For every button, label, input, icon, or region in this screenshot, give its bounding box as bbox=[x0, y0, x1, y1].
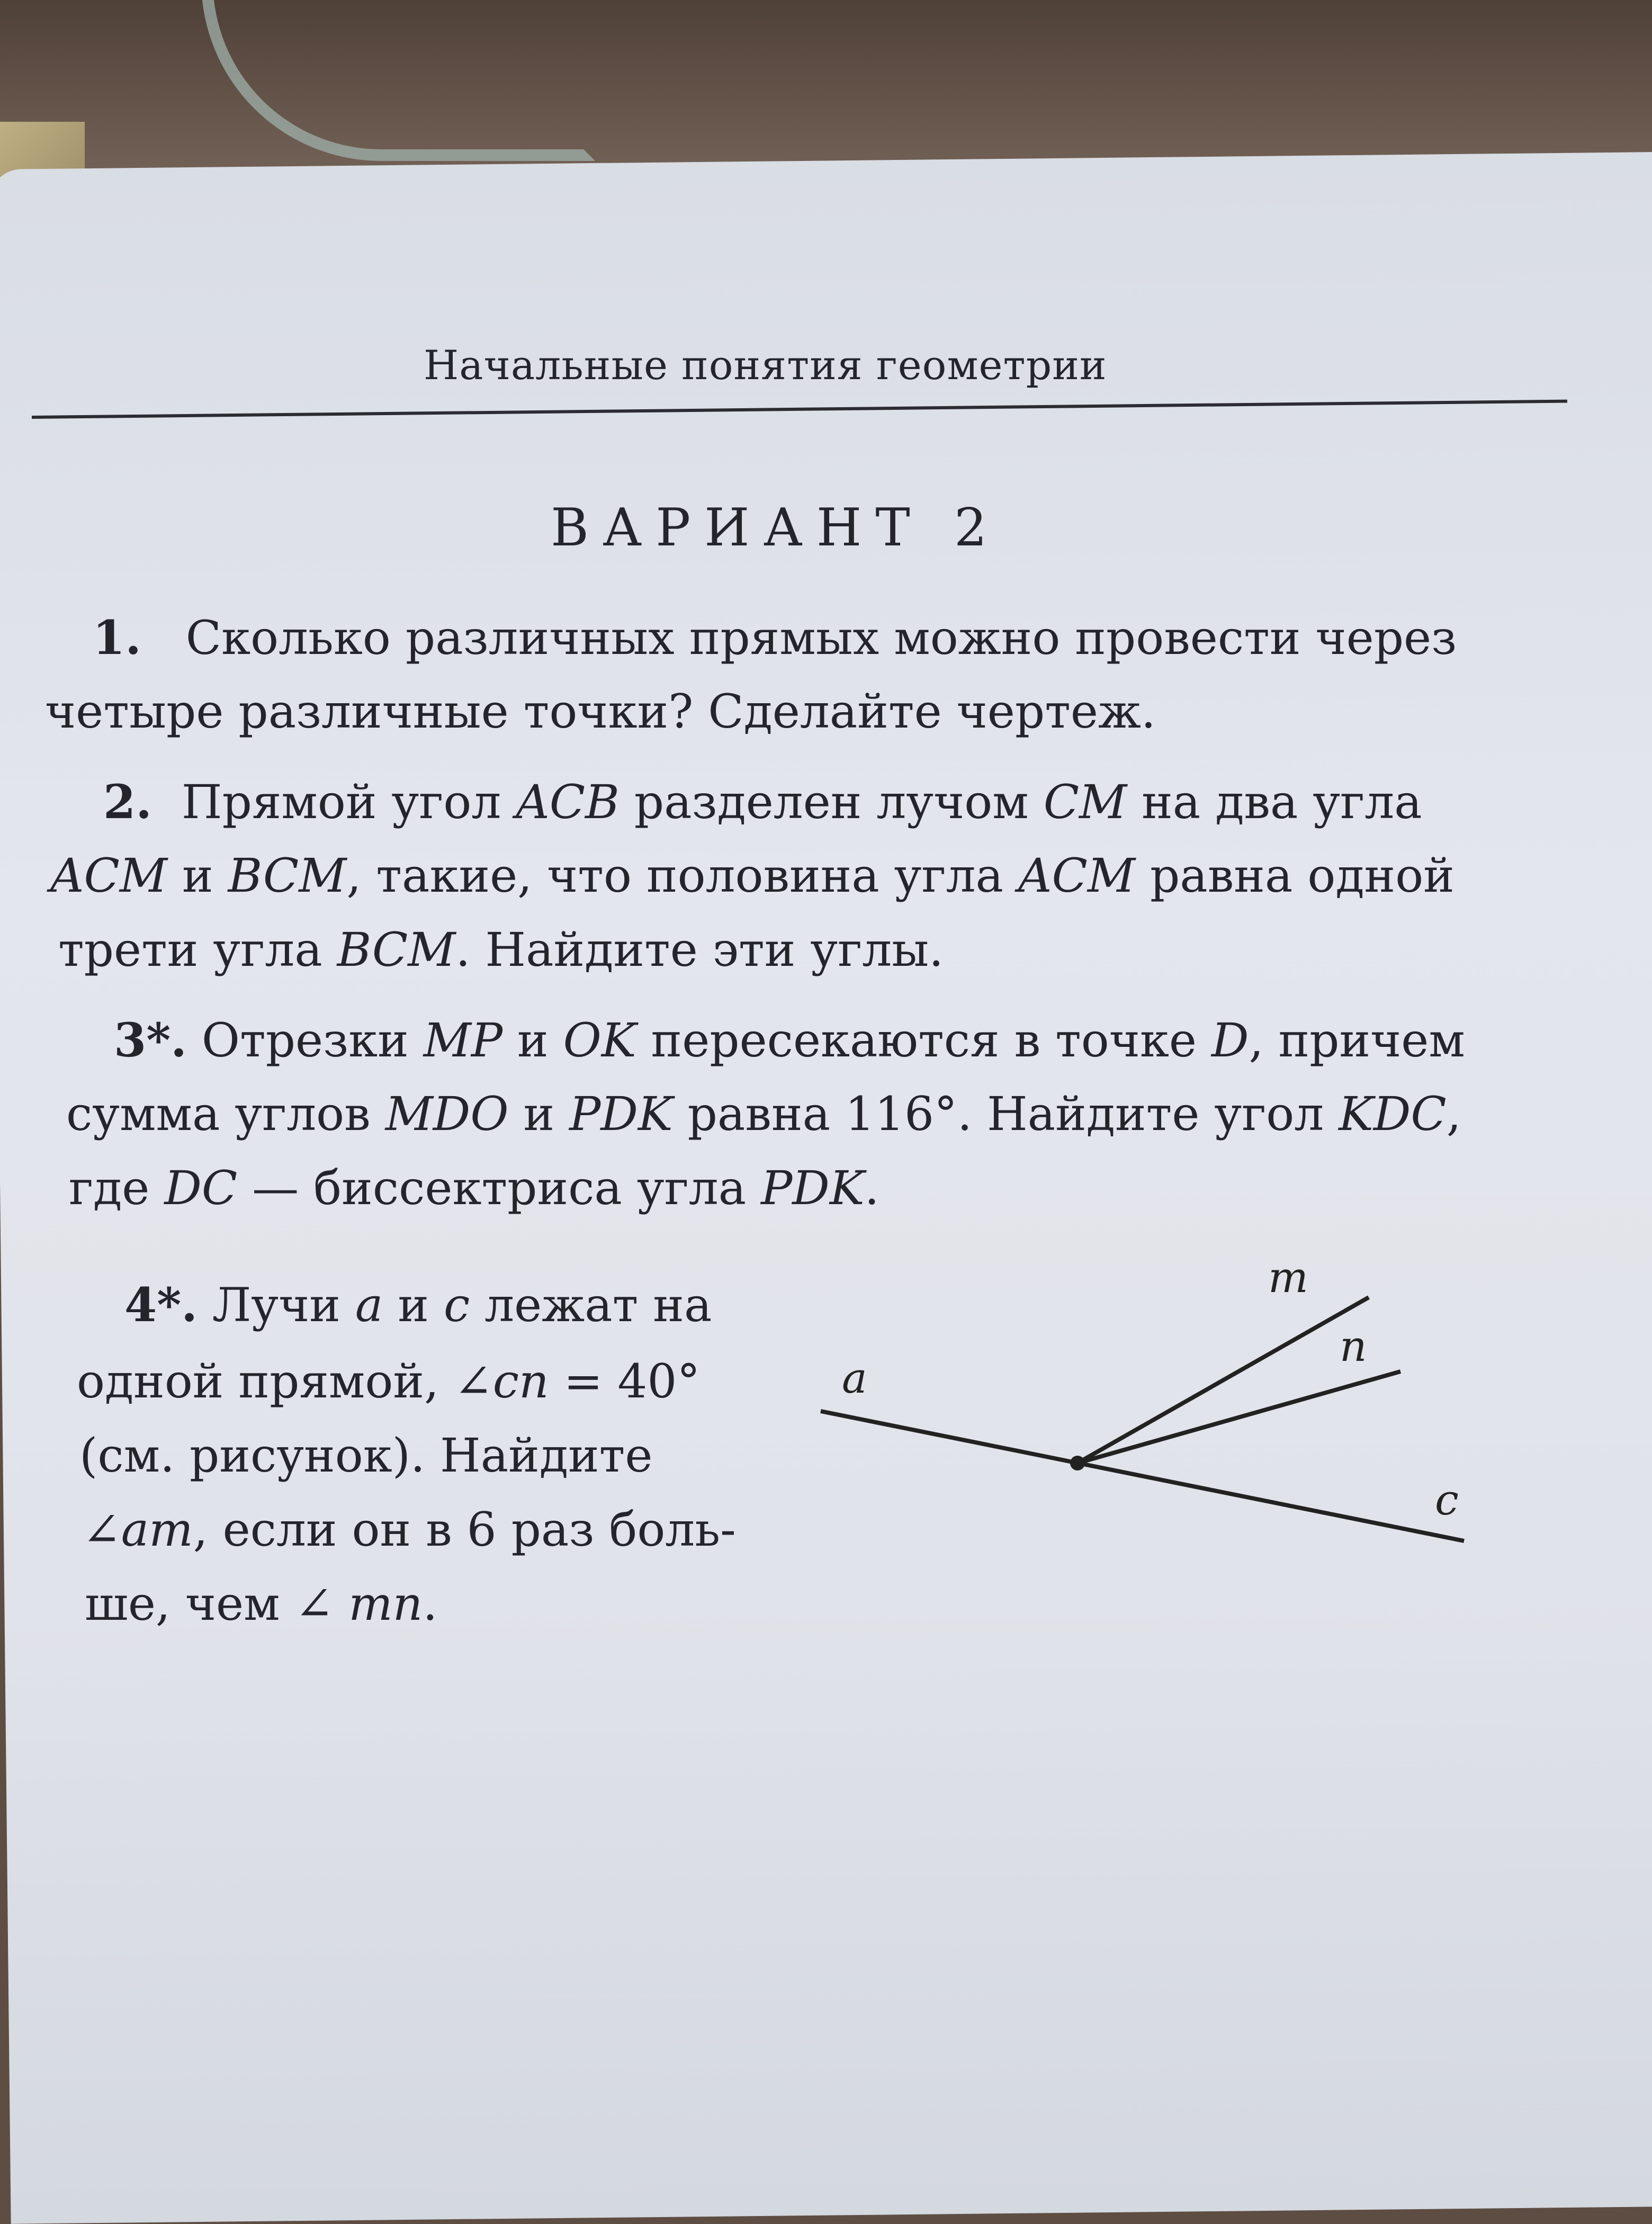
ray-cm: CM bbox=[1043, 775, 1127, 829]
problem-2-line-1 bbox=[103, 774, 1422, 829]
problem-2-line-2 bbox=[50, 848, 1455, 903]
problem-4-line-4 bbox=[82, 1502, 736, 1557]
text: одной прямой, ∠ bbox=[77, 1354, 493, 1409]
text: = 40° bbox=[549, 1354, 701, 1409]
angle-mdo: MDO bbox=[385, 1087, 509, 1141]
text: на два угла bbox=[1127, 775, 1422, 829]
angle-bcm: BCM bbox=[337, 922, 456, 977]
angle-pdk: PDK bbox=[569, 1087, 673, 1141]
label-m: m bbox=[1268, 1260, 1308, 1302]
problem-4-line-3 bbox=[79, 1428, 653, 1483]
text: ∠ bbox=[82, 1502, 121, 1557]
ray-n bbox=[1078, 1371, 1400, 1463]
text: и bbox=[167, 848, 228, 903]
text: Прямой угол bbox=[181, 775, 516, 829]
line-a-c bbox=[821, 1411, 1464, 1541]
problem-1-line-2 bbox=[45, 684, 1156, 739]
problem-3-line-3 bbox=[69, 1161, 879, 1215]
ray-c: c bbox=[443, 1278, 470, 1332]
problem-1-line-1 bbox=[93, 610, 1457, 665]
problem-3-line-1 bbox=[114, 1012, 1465, 1068]
segment-mp: MP bbox=[423, 1013, 503, 1068]
text: где bbox=[69, 1161, 165, 1215]
text: трети угла bbox=[58, 922, 337, 977]
ray-a: a bbox=[355, 1278, 383, 1332]
angle-kdc: KDC bbox=[1339, 1087, 1447, 1141]
text: — биссектриса угла bbox=[237, 1161, 761, 1215]
text: равна 116°. Найдите угол bbox=[672, 1087, 1339, 1141]
text: , причем bbox=[1249, 1013, 1465, 1068]
angle-acm: ACM bbox=[1018, 848, 1135, 903]
rays-figure bbox=[794, 1260, 1536, 1557]
text: равна одной bbox=[1135, 848, 1455, 903]
problem-4-line-2 bbox=[77, 1354, 701, 1409]
problem-1-text-2: четыре различные точки? Сделайте чертеж. bbox=[45, 684, 1156, 739]
label-n: n bbox=[1340, 1322, 1367, 1371]
text: . bbox=[864, 1161, 879, 1215]
angle-acb: ACB bbox=[516, 775, 620, 829]
label-a: a bbox=[842, 1353, 867, 1403]
text: и bbox=[383, 1278, 444, 1332]
header-rule bbox=[32, 400, 1567, 419]
angle-cn: cn bbox=[492, 1354, 549, 1409]
angle-pdk: PDK bbox=[761, 1161, 865, 1215]
text: сумма углов bbox=[66, 1087, 385, 1141]
problem-4-number: 4*. bbox=[124, 1277, 197, 1332]
ray-m bbox=[1078, 1297, 1369, 1463]
problem-3-number: 3*. bbox=[114, 1012, 187, 1068]
text: и bbox=[502, 1013, 563, 1068]
angle-bcm: BCM bbox=[228, 848, 347, 903]
angle-am: am bbox=[121, 1502, 193, 1557]
text: (см. рисунок). Найдите bbox=[79, 1428, 653, 1483]
problem-2-number: 2. bbox=[103, 774, 152, 829]
vertex-point bbox=[1070, 1456, 1085, 1470]
text: и bbox=[508, 1087, 570, 1141]
text: Лучи bbox=[212, 1278, 355, 1332]
text: , bbox=[1446, 1087, 1461, 1141]
text: , если он в 6 раз боль- bbox=[193, 1502, 736, 1557]
problem-4-line-1 bbox=[124, 1277, 712, 1332]
text: лежат на bbox=[470, 1278, 712, 1332]
variant-title: ВАРИАНТ 2 bbox=[551, 498, 1001, 558]
text: . Найдите эти углы. bbox=[455, 922, 944, 977]
text: ше, чем ∠ bbox=[85, 1576, 349, 1631]
point-d: D bbox=[1211, 1013, 1249, 1068]
running-title: Начальные понятия геометрии bbox=[424, 342, 1107, 389]
angle-mn: mn bbox=[348, 1576, 423, 1631]
problem-1-number: 1. bbox=[93, 610, 141, 665]
segment-ok: OK bbox=[563, 1013, 636, 1068]
text: . bbox=[423, 1576, 438, 1631]
text: , такие, что половина угла bbox=[346, 848, 1018, 903]
text: пересекаются в точке bbox=[636, 1013, 1211, 1068]
label-c: c bbox=[1435, 1475, 1459, 1524]
bisector-dc: DC bbox=[164, 1161, 238, 1215]
problem-1-text-1: Сколько различных прямых можно провести через bbox=[185, 611, 1457, 665]
problem-2-line-3 bbox=[58, 922, 944, 977]
text: разделен лучом bbox=[619, 775, 1044, 829]
problem-3-line-2 bbox=[66, 1087, 1461, 1141]
angle-acm: ACM bbox=[50, 848, 167, 903]
text: Отрезки bbox=[201, 1013, 424, 1068]
problem-4-line-5 bbox=[85, 1576, 438, 1631]
